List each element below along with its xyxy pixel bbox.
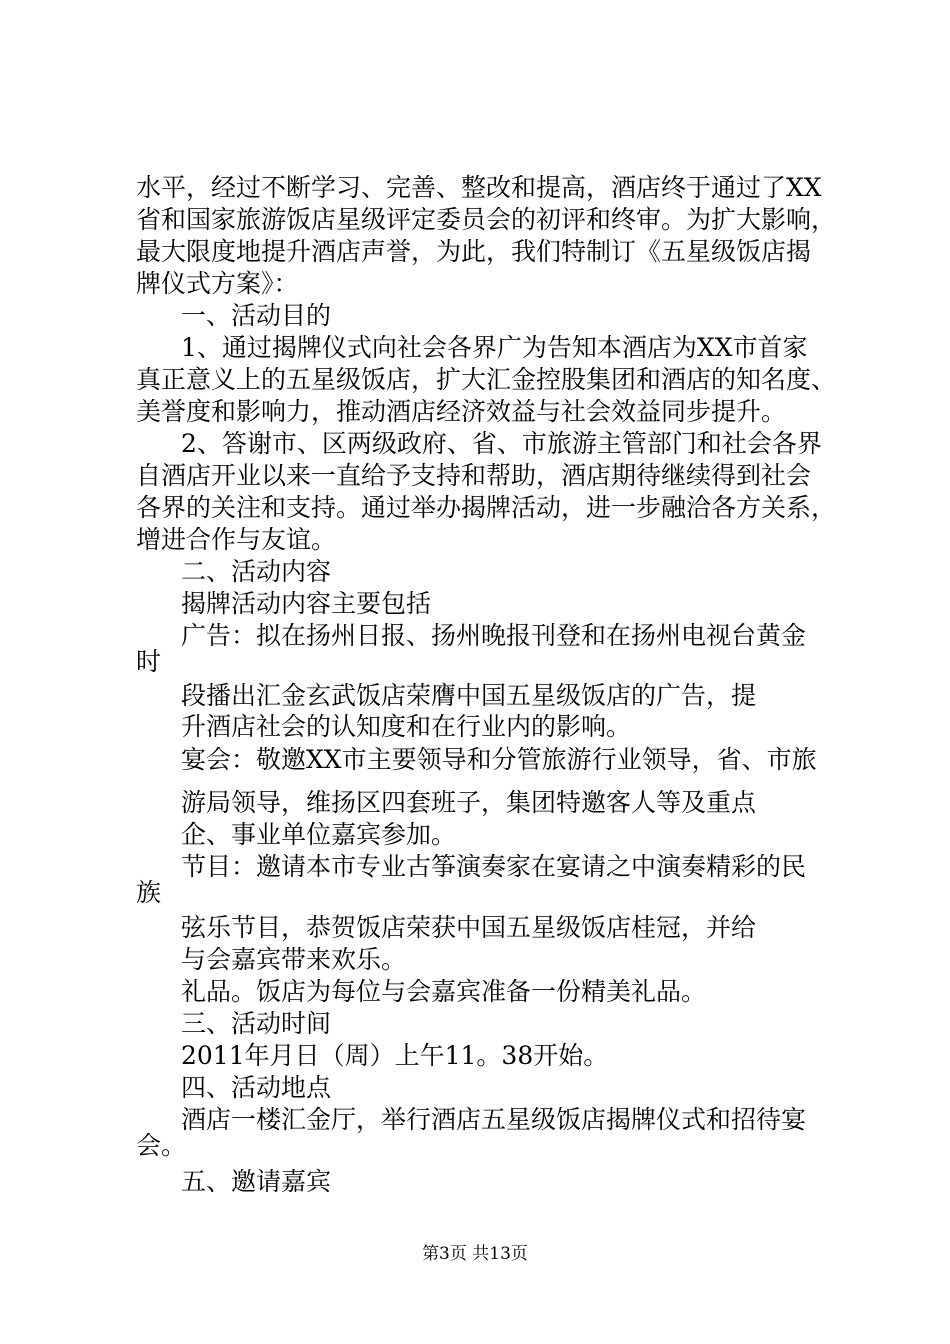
text-line: 与会嘉宾带来欢乐。: [181, 945, 407, 974]
text-line: 宴会：敬邀XX市主要领导和分管旅游行业领导，省、市旅: [181, 745, 817, 774]
text-line: 二、活动内容: [181, 557, 332, 586]
text-line: 族: [136, 878, 162, 907]
text-line: 游局领导，维扬区四套班子，集团特邀客人等及重点: [181, 788, 757, 817]
text-line: 最大限度地提升酒店声誉，为此，我们特制订《五星级饭店揭: [136, 237, 812, 266]
text-line: 四、活动地点: [181, 1073, 332, 1102]
text-line: 2、答谢市、区两级政府、省、市旅游主管部门和社会各界: [181, 429, 822, 458]
text-line: 各界的关注和支持。通过举办揭牌活动，进一步融洽各方关系，: [136, 493, 837, 522]
text-line: 一、活动目的: [181, 301, 332, 330]
text-line: 会。: [136, 1131, 187, 1160]
text-line: 水平，经过不断学习、完善、整改和提高，酒店终于通过了XX: [136, 173, 822, 202]
text-line: 三、活动时间: [181, 1009, 332, 1038]
text-line: 段播出汇金玄武饭店荣膺中国五星级饭店的广告，提: [181, 681, 757, 710]
text-line: 时: [136, 647, 162, 676]
text-line: 增进合作与友谊。: [136, 525, 337, 554]
text-line: 广告：拟在扬州日报、扬州晚报刊登和在扬州电视台黄金: [181, 621, 807, 650]
text-line: 揭牌活动内容主要包括: [181, 589, 432, 618]
text-line: 弦乐节目，恭贺饭店荣获中国五星级饭店桂冠，并给: [181, 913, 757, 942]
text-line: 美誉度和影响力，推动酒店经济效益与社会效益同步提升。: [136, 397, 787, 426]
text-line: 2011年月日（周）上午11。38开始。: [181, 1041, 609, 1070]
text-line: 真正意义上的五星级饭店，扩大汇金控股集团和酒店的知名度、: [136, 365, 837, 394]
text-line: 礼品。饭店为每位与会嘉宾准备一份精美礼品。: [181, 977, 707, 1006]
text-line: 企、事业单位嘉宾参加。: [181, 820, 457, 849]
text-line: 省和国家旅游饭店星级评定委员会的初评和终审。为扩大影响，: [136, 205, 837, 234]
text-line: 自酒店开业以来一直给予支持和帮助，酒店期待继续得到社会: [136, 461, 812, 490]
text-line: 五、邀请嘉宾: [181, 1167, 332, 1196]
text-line: 牌仪式方案》：: [136, 269, 299, 298]
page-footer: 第3页 共13页: [422, 1244, 528, 1264]
text-line: 升酒店社会的认知度和在行业内的影响。: [181, 712, 632, 741]
text-line: 酒店一楼汇金厅，举行酒店五星级饭店揭牌仪式和招待宴: [181, 1105, 807, 1134]
text-line: 1、通过揭牌仪式向社会各界广为告知本酒店为XX市首家: [181, 333, 808, 362]
text-line: 节目：邀请本市专业古筝演奏家在宴请之中演奏精彩的民: [181, 852, 807, 881]
